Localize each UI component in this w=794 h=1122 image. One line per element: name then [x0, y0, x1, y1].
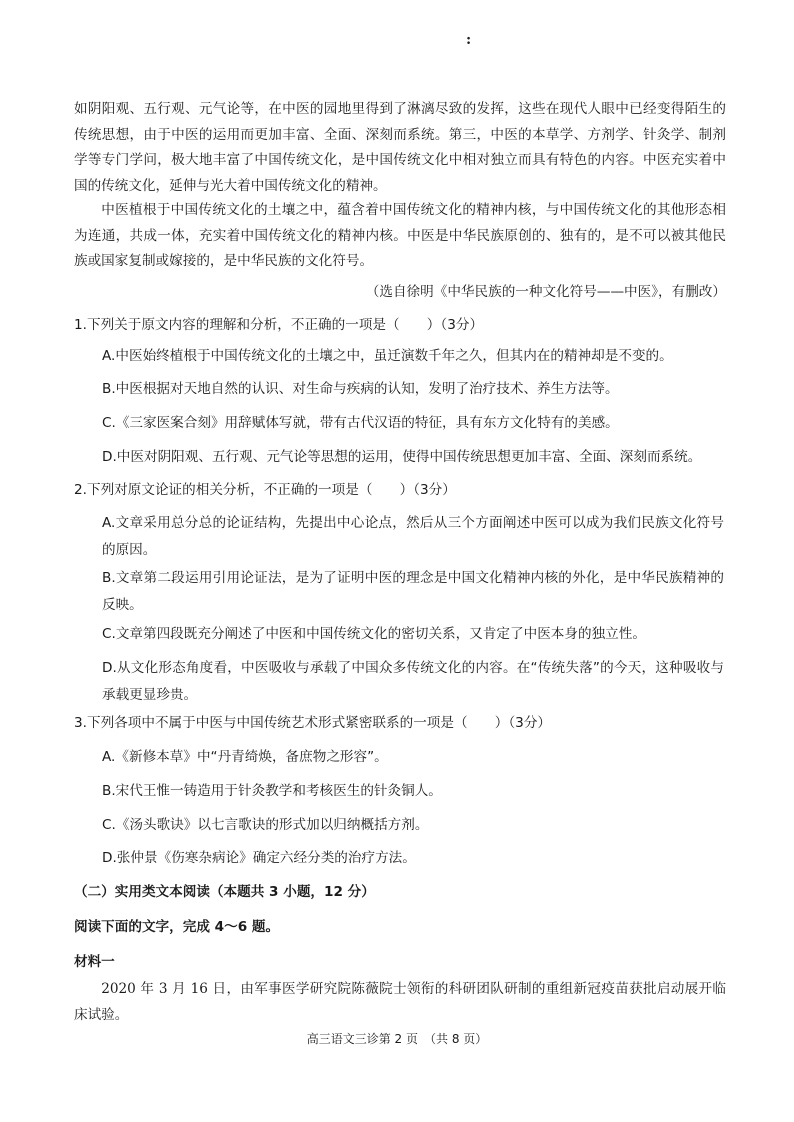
question-3-option-d: D.张仲景《伤寒杂病论》确定六经分类的治疗方法。	[102, 850, 416, 866]
paragraph-1: 如阴阳观、五行观、元气论等，在中医的园地里得到了淋漓尽致的发挥，这些在现代人眼中已经变得陌生的传统思想，由于中医的运用而更加丰富、全面、深刻而系统。第三，中医的本草学、方剂学、针灸学、制剂学等专门学问，极大地丰富了中国传统文化，是中国传统文化中相对独立而具有特色的内容。中医充实着中国的传统文化，延伸与光大着中国传统文化的精神。	[74, 101, 726, 194]
material-label: 材料一	[74, 954, 115, 970]
question-3-option-c: C.《汤头歌诀》以七言歌诀的形式加以归纳概括方剂。	[102, 817, 429, 833]
question-1-stem: 1.下列关于原文内容的理解和分析，不正确的一项是（ ）（3分）	[74, 317, 484, 333]
section-title: （二）实用类文本阅读（本题共 3 小题，12 分）	[74, 884, 375, 900]
question-2-option-b: B.文章第二段运用引用论证法，是为了证明中医的理念是中国文化精神内核的外化，是中华民族精神的反映。	[102, 570, 724, 613]
question-2-option-d: D.从文化形态角度看，中医吸收与承载了中国众多传统文化的内容。在“传统失落”的今天，这种吸收与承载更显珍贵。	[102, 660, 724, 703]
top-mark: :	[466, 32, 472, 48]
question-3-option-a: A.《新修本草》中“丹青绮焕，备庶物之形容”。	[102, 749, 388, 765]
paragraph-2: 中医植根于中国传统文化的土壤之中，蕴含着中国传统文化的精神内核，与中国传统文化的其他形态相为连通，共成一体，充实着中国传统文化的精神内核。中医是中华民族原创的、独有的，是不可以被其他民族或国家复制或嫁接的，是中华民族的文化符号。	[74, 202, 726, 269]
question-3-stem: 3.下列各项中不属于中医与中国传统艺术形式紧密联系的一项是（ ）（3分）	[74, 715, 552, 731]
question-1-option-b: B.中医根据对天地自然的认识、对生命与疾病的认知，发明了治疗技术、养生方法等。	[102, 381, 619, 397]
question-1-option-d: D.中医对阴阳观、五行观、元气论等思想的运用，使得中国传统思想更加丰富、全面、深刻而系统。	[102, 449, 702, 465]
question-2-stem: 2.下列对原文论证的相关分析，不正确的一项是（ ）（3分）	[74, 482, 456, 498]
section-instruction: 阅读下面的文字，完成 4～6 题。	[74, 919, 280, 935]
question-3-option-b: B.宋代王惟一铸造用于针灸教学和考核医生的针灸铜人。	[102, 783, 442, 799]
question-1-option-a: A.中医始终植根于中国传统文化的土壤之中，虽迁演数千年之久，但其内在的精神却是不变的。	[102, 348, 673, 364]
question-2-option-a: A.文章采用总分总的论证结构，先提出中心论点，然后从三个方面阐述中医可以成为我们民族文化符号的原因。	[102, 515, 724, 558]
page-footer: 高三语文三诊第 2 页 （共 8 页）	[306, 1032, 488, 1046]
material-text: 2020 年 3 月 16 日，由军事医学研究院陈薇院士领衔的科研团队研制的重组新冠疫苗获批启动展开临床试验。	[74, 981, 726, 1023]
question-2-option-c: C.文章第四段既充分阐述了中医和中国传统文化的密切关系，又肯定了中医本身的独立性。	[102, 626, 646, 642]
question-1-option-c: C.《三家医案合刻》用辞赋体写就，带有古代汉语的特征，具有东方文化特有的美感。	[102, 415, 619, 431]
source-citation: （选自徐明《中华民族的一种文化符号——中医》，有删改）	[365, 284, 726, 300]
